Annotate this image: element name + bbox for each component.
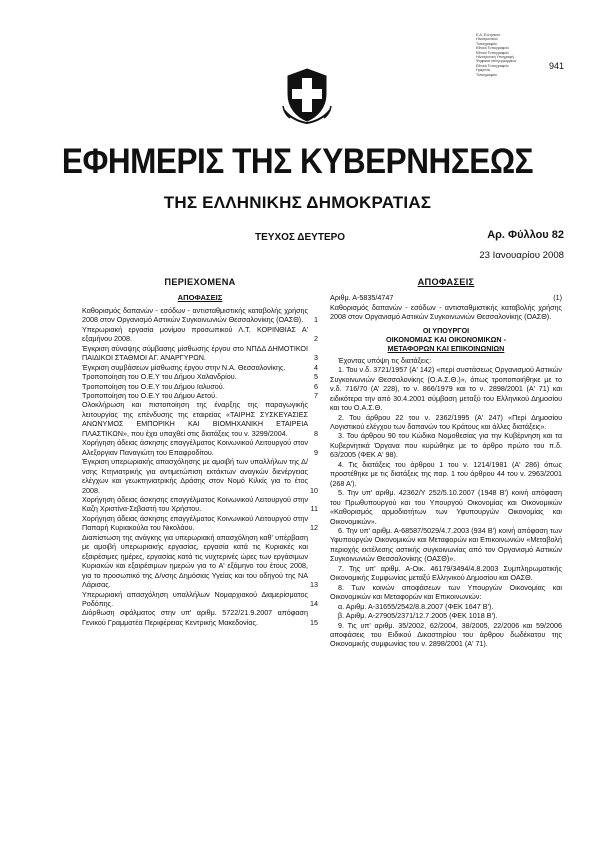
decision-paragraph: β. Αριθμ. Α-27905/2371/12.7.2005 (ΦΕΚ 1018 Β'). (338, 611, 498, 621)
greek-coat-of-arms-icon (281, 66, 333, 124)
decision-description: Καθορισμός δαπανών - εσόδων - αντισταθμιστικής καταβολής χρήσης 2008 στον Οργανισμό Αστικών Συγκοινωνιών Θεσσαλονίκης (ΟΑΣΘ). (330, 302, 562, 322)
toc-entry-text: Διαπίστωση της ανάγκης για υπερωριακή απασχόληση καθ' υπέρβαση με αμοιβή υπερωριακής εργασίας, εργασία κατά τις Κυριακές και εξαιρέσιμες ημέρες, εργασίας κατά τις νυχτερινές ώρες των εργάσιμων Κυριακών και εξαιρέσιμων ημερών για το Α' εξάμηνο του έτους 2008, για το προσωπικό της Δ/νσης Δημόσιας Υγείας και του οδηγού της ΝΑ Λάρισας. (82, 532, 308, 590)
decision-ref-number: Αριθμ. Α-5835/4747 (330, 293, 394, 303)
toc-entry[interactable] (82, 590, 318, 609)
toc-entry-page: 13 (310, 580, 318, 590)
toc-entry-page: 10 (310, 485, 318, 495)
ministry-block (330, 326, 562, 353)
decision-paragraph: 2. Του άρθρου 22 του ν. 2362/1995 (Α' 247) «Περί Δημοσίου Λογιστικού ελέγχου των δαπανών του Κράτους και άλλες διατάξεις». (330, 412, 562, 431)
toc-entry[interactable] (82, 382, 318, 391)
toc-entry[interactable] (82, 344, 318, 363)
toc-entry-page: 9 (314, 447, 318, 457)
sheet-number: Αρ. Φύλλου 82 (487, 229, 564, 241)
toc-entry-page: 12 (310, 523, 318, 533)
toc-entry-page: 6 (314, 381, 318, 391)
toc-heading: ΠΕΡΙΕΧΟΜΕΝΑ (164, 277, 236, 287)
toc-entry-page: 15 (310, 617, 318, 627)
toc-entry[interactable] (82, 438, 318, 457)
issue-series: ΤΕΥΧΟΣ ΔΕΥΤΕΡΟ (255, 232, 346, 243)
stamp-line: Ηλεκτρονική Υπογραφή (476, 55, 514, 60)
stamp-line: Ημερ/νία (476, 68, 490, 73)
decision-index: (1) (553, 293, 562, 303)
stamp-line: Ηλεκτρονικού (476, 37, 498, 42)
toc-entry[interactable] (82, 306, 318, 325)
toc-entry[interactable] (82, 372, 318, 381)
toc-entry-page: 4 (314, 362, 318, 372)
toc-entry-text: Χορήγηση άδειας άσκησης επαγγέλματος Κοινωνικού Λειτουργού στην Καζη Χριστίνα-Σεβαστή του Χρήστου. (82, 494, 308, 514)
ministry-line: ΟΙ ΥΠΟΥΡΓΟΙ (422, 325, 470, 335)
stamp-line: Εθνικό Τυπογραφείο (476, 50, 509, 55)
decision-intro: Έχοντας υπόψη τις διατάξεις: (338, 355, 432, 365)
toc-entry-text: Έγκριση συμβάσεων μίσθωσης έργου στην Ν.Α. Θεσσαλονίκης. (82, 362, 286, 372)
toc-entry-page: 3 (314, 353, 318, 363)
stamp-line: Εθνικό Τυπογραφείο (476, 46, 509, 51)
toc-entry-text: Έγκριση υπερωριακής απασχόλησης με αμοιβή των υπαλλήλων της Δ/νσης Κτηνιατρικής για αντιμετώπιση εκτάκτων αναγκών διενέργειας ελέγχων και γεωκτηνιατρικής Δράσης στον Νομό Κιλκίς για το έτος 2008. (82, 457, 308, 495)
gazette-subtitle: ΤΗΣ ΕΛΛΗΝΙΚΗΣ ΔΗΜΟΚΡΑΤΙΑΣ (163, 193, 432, 212)
toc-entry-text: Υπερωριακή εργασία μονίμου προσωπικού Λ.Τ. ΚΟΡΙΝΘΙΑΣ Α' εξαμήνου 2008. (82, 324, 308, 344)
toc-entry-text: Έγκριση σύναψης σύμβασης μίσθωσης έργου στο ΝΠΔΔ ΔΗΜΟΤΙΚΟΙ ΠΑΙΔΙΚΟΙ ΣΤΑΘΜΟΙ ΑΓ. ΑΝΑΡΓΥΡΩΝ. (82, 343, 308, 363)
ministry-line: ΟΙΚΟΝΟΜΙΑΣ ΚΑΙ ΟΙΚΟΝΟΜΙΚΩΝ - (385, 334, 507, 344)
toc-entry[interactable] (82, 495, 318, 514)
toc-entry[interactable] (82, 457, 318, 495)
issue-date: 23 Ιανουαρίου 2008 (479, 250, 564, 261)
decision-paragraph: α. Αριθμ. Α-31655/2542/8.8.2007 (ΦΕΚ 1647 Β'). (338, 601, 494, 611)
decision-paragraph: 5. Την υπ' αριθμ. 42362/Υ 252/5.10.2007 (1948 Β') κοινή απόφαση του Πρωθυπουργού και του Υπουργού Οικονομίας και Οικονομικών «Καθορισμός αρμοδιοτήτων των Υφυπουργών Οικονομίας και Οικονομικών». (330, 488, 562, 526)
stamp-line: Εθνικό Τυπογραφείο (476, 63, 509, 68)
toc-entry-text: Χορήγηση άδειας άσκησης επαγγέλματος Κοινωνικού Λειτουργού στην Παπαρή Κυριακούλα του Νικολάου. (82, 513, 308, 533)
decision-paragraph: 9. Τις υπ' αριθμ. 35/2002, 62/2004, 38/2005, 22/2006 και 59/2006 αποφάσεις του Ειδικού Δικαστηρίου του άρθρου δωδέκατου της Οικονομικής συμφωνίας του ν. 2898/2001 (Α' 71). (330, 620, 562, 649)
stamp-line: Ε.Δ. Ελληνικού (476, 33, 501, 37)
decision-paragraph: 7. Της υπ' αριθμ. Α-Οικ. 46179/3494/4.8.2003 Συμπληρωματικής Οικονομικής Συμφωνίας μεταξύ Ελληνικού Δημοσίου και ΟΑΣΘ. (330, 563, 562, 583)
toc-subheading: ΑΠΟΦΑΣΕΙΣ (177, 293, 223, 303)
stamp-line: Τυπογραφείο (476, 41, 497, 46)
toc-entry-text: Τροποποίηση του Ο.Ε.Υ του Δήμου Ιαλυσού. (82, 381, 225, 391)
decision-column (330, 278, 562, 649)
toc-entry-page: 2 (314, 334, 318, 344)
toc-entry[interactable] (82, 533, 318, 590)
toc-entry-text: Διόρθωση σφάλματος στην υπ' αριθμ. 5722/21.9.2007 απόφαση Γενικού Γραμματέα Περιφέρειας Κεντρικής Μακεδονίας. (82, 608, 308, 627)
stamp-line: Τυπογραφείο (476, 72, 497, 77)
page-number: 941 (548, 61, 564, 71)
decisions-heading: ΑΠΟΦΑΣΕΙΣ (417, 277, 475, 287)
table-of-contents (82, 278, 318, 627)
toc-entry-page: 7 (314, 390, 318, 400)
toc-entry-text: Χορήγηση άδειας άσκησης επαγγέλματος Κοινωνικού Λειτουργού στον Αλεξοργιαν Παναγιώτη του Επαφροδίτου. (82, 438, 308, 457)
toc-entry-text: Τροποποίηση του Ο.Ε.Υ του Δήμου Χαλανδρίου. (82, 372, 237, 382)
gazette-title: ΕΦΗΜΕΡΙΣ ΤΗΣ ΚΥΒΕΡΝΗΣΕΩΣ (61, 142, 534, 181)
toc-entry-text: Τροποποίηση του Ο.Ε.Υ του Δήμου Αετού. (82, 390, 218, 400)
ministry-line: ΜΕΤΑΦΟΡΩΝ ΚΑΙ ΕΠΙΚΟΙΝΩΝΙΩΝ (387, 343, 505, 353)
toc-entry[interactable] (82, 325, 318, 344)
toc-entry[interactable] (82, 608, 318, 627)
toc-entry-text: Καθορισμός δαπανών - εσόδων - αντισταθμιστικής καταβολής χρήσης 2008 στον Οργανισμό Αστικών Συγκοινωνιών Θεσσαλονίκης (ΟΑΣΘ). (82, 305, 308, 325)
toc-entry-text: Υπερωριακή απασχόληση υπαλλήλων Νομαρχιακού Διαμερίσματος Ροδόπης. (82, 589, 308, 608)
toc-entry[interactable] (82, 514, 318, 533)
decision-reference (330, 293, 562, 302)
toc-entry[interactable] (82, 400, 318, 438)
toc-entry-page: 14 (310, 598, 318, 608)
toc-list (82, 306, 318, 627)
toc-entry-text: Ολοκλήρωση και πιστοποίηση της έναρξης της παραγωγικής λειτουργίας της επένδυσης της εταιρείας «ΤΑΙΡΗΣ ΣΥΣΚΕΥΑΣΙΕΣ ΑΝΩΝΥΜΟΣ ΕΜΠΟΡΙΚΗ ΚΑΙ ΒΙΟΜΗΧΑΝΙΚΗ ΕΤΑΙΡΕΙΑ ΠΛΑΣΤΙΚΩΝ», που έχει υπαχθεί στις διατάξεις του ν. 3299/2004. (82, 400, 308, 438)
toc-entry-page: 8 (314, 428, 318, 438)
decision-paragraph: 1. Του ν.δ. 3721/1957 (Α' 142) «περί συστάσεως Οργανισμού Αστικών Συγκοινωνιών Θεσσαλονίκης (Ο.Α.Σ.Θ.)», όπως τροποποιήθηκε με το ν.δ. 716/70 (Α' 228), το ν. 866/1979 και το ν. 2898/2001 (Α' 71) και ειδικότερα την από 30.4.2001 σύμβαση μεταξύ του Ελληνικού Δημοσίου και του Ο.Α.Σ.Θ. (330, 365, 562, 413)
decision-paragraph: 6. Την υπ' αριθμ. Α-68587/5029/4.7.2003 (934 Β') κοινή απόφαση των Υφυπουργών Οικονομικών και Μεταφορών και Επικοινωνιών «Μεταβολή περιοχής εκτέλεσης αστικής συγκοινωνίας από τον Οργανισμό Αστικών Συγκοινωνιών Θεσσαλονίκης (ΟΑΣΘ)». (330, 525, 562, 564)
toc-entry[interactable] (82, 391, 318, 400)
stamp-line: Ψηφιακά υπογεγραμμένο (476, 59, 517, 64)
toc-entry-page: 5 (314, 372, 318, 382)
decision-paragraphs (330, 365, 562, 649)
toc-entry-page: 11 (310, 504, 318, 514)
decision-paragraph: 8. Των κοινών αποφάσεων των Υπουργών Οικονομίας και Οικονομικών και Μεταφορών και Επικοινωνιών: (330, 582, 562, 602)
decision-paragraph: 4. Τις διατάξεις του άρθρου 1 του ν. 1214/1981 (Α' 286) όπως προστέθηκε με τις διατάξεις της παρ. 1 του άρθρου 44 του ν. 2963/2001 (268 Α'). (330, 459, 562, 488)
toc-entry-page: 1 (314, 315, 318, 325)
digital-signature-stamp (476, 33, 538, 77)
decision-paragraph: 3. Του άρθρου 90 του Κώδικα Νομοθεσίας για την Κυβέρνηση και τα Κυβερνητικά Όργανα που κυρώθηκε με το άρθρο πρώτο του π.δ. 63/2005 (ΦΕΚ Α' 98). (330, 431, 562, 460)
toc-entry[interactable] (82, 363, 318, 372)
